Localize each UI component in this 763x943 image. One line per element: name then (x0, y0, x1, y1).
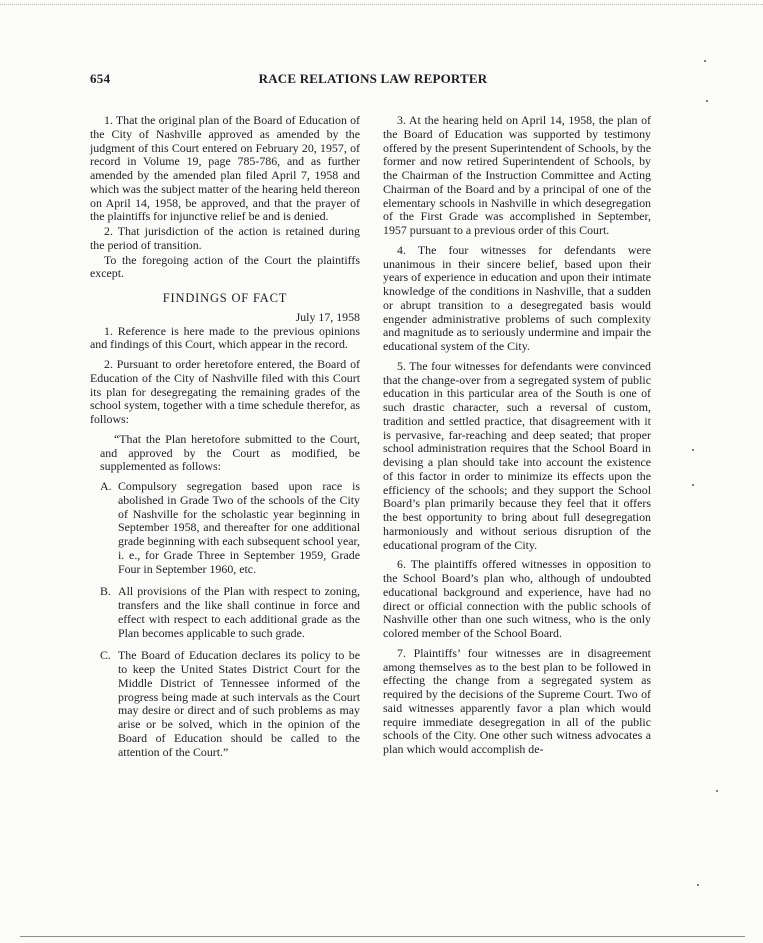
order-paragraph-2: 2. That jurisdiction of the action is retained during the period of transition. (90, 224, 360, 252)
scan-speck (704, 60, 706, 62)
plan-item-text: Compulsory segregation based upon race is abolished in Grade Two of the schools of the City of Nashville for the scholastic year beginning in September 1958, and thereafter for one additional grade beginning with each subsequent school year, i. e., for Grade Three in September 1959, Grade Four in September 1960, etc. (118, 479, 360, 576)
page-number: 654 (90, 71, 111, 86)
order-paragraph-1: 1. That the original plan of the Board of Education of the City of Nashville approved as amended by the judgment of this Court entered on February 20, 1957, of record in Volume 19, page 785-786, and as further amended by the amended plan filed April 7, 1958 and which was the subject matter of the hearing held thereon on April 14, 1958, be approved, and that the prayer of the plaintiffs for injunctive relief be and is denied. (90, 113, 360, 224)
plan-item-c (100, 649, 360, 759)
left-column (90, 114, 360, 768)
top-scan-edge (0, 4, 763, 5)
running-title: RACE RELATIONS LAW REPORTER (258, 71, 488, 86)
scan-speck (697, 884, 699, 886)
finding-5: 5. The four witnesses for defendants were convinced that the change-over from a segregated system of public education in this particular area of the South is one of such drastic character, such a reversal of custom, tradition and settled practice, that disagreement with it is pervasive, far-reaching and deep seated; that proper school administration requires that the School Board in devising a plan should take into account the existence of this factor in order to minimize its effects upon the efficiency of the schools; and they support the School Board’s plan primarily because they feel that it offers the best opportunity to bring about full desegregation harmoniously and without serious disruption of the educational program of the City. (383, 358, 651, 552)
scan-speck (692, 484, 694, 486)
findings-date: July 17, 1958 (295, 309, 360, 324)
plan-quote (100, 433, 360, 760)
plan-item-b (100, 585, 360, 640)
finding-3: 3. At the hearing held on April 14, 1958, the plan of the Board of Education was supported by testimony offered by the present Superintendent of Schools, by the former and now retired Superintendent of Schools, by the Chairman of the Instruction Committee and Acting Chairman of the Board and by a principal of one of the elementary schools in Nashville in which desegregation of the First Grade was accomplished in September, 1957 pursuant to a previous order of this Court. (383, 113, 651, 237)
finding-4: 4. The four witnesses for defendants were unanimous in their sincere belief, based upon their years of experience in education and upon their intimate knowledge of the conditions in Nashville, that a sudden or abrupt transition to a desegregated basis would engender administrative problems of such complexity and magnitude as to seriously undermine and impair the educational system of the City. (383, 242, 651, 353)
order-paragraph-3: To the foregoing action of the Court the plaintiffs except. (90, 252, 360, 281)
plan-quote-intro: “That the Plan heretofore submitted to the Court, and approved by the Court as modified, be supplemented as follows: (100, 431, 360, 474)
bottom-scan-edge (20, 936, 745, 937)
finding-7: 7. Plaintiffs’ four witnesses are in disagreement among themselves as to the best plan to be followed in effecting the change from a segregated system as required by the decisions of the Supreme Court. Two of said witnesses apparently favor a plan which would require immediate desegregation in all of the public schools of the City. One other such witness advocates a plan which would accomplish de- (383, 645, 651, 756)
plan-item-label: C. (100, 648, 111, 663)
plan-item-text: The Board of Education declares its policy to be to keep the United States District Court for the Middle District of Tennessee informed of the progress being made at such intervals as the Court may desire or direct and of such problems as may arise or be solved, which in the opinion of the Board of Education should be called to the attention of the Court.” (118, 648, 360, 759)
finding-2: 2. Pursuant to order heretofore entered, the Board of Education of the City of Nashville filed with this Court its plan for desegregating the remaining grades of the school system, together with a time schedule therefor, as follows: (90, 357, 360, 426)
plan-item-a (100, 480, 360, 576)
right-column (383, 114, 651, 763)
scan-speck (692, 449, 694, 451)
findings-heading: FINDINGS OF FACT (162, 291, 288, 305)
scan-speck (706, 100, 708, 102)
scan-speck (716, 790, 718, 792)
plan-item-label: B. (100, 584, 111, 599)
plan-item-text: All provisions of the Plan with respect to zoning, transfers and the like shall continue in force and effect with respect to each additional grade as the Plan becomes applicable to such grade. (118, 584, 360, 640)
finding-6: 6. The plaintiffs offered witnesses in opposition to the School Board’s plan who, although of undoubted educational background and experience, have had no direct or official connection with the public schools of Nashville other than one such witness, who is the only colored member of the School Board. (383, 557, 651, 640)
finding-1: 1. Reference is here made to the previous opinions and findings of this Court, which appear in the record. (90, 323, 360, 352)
plan-item-label: A. (100, 479, 112, 493)
